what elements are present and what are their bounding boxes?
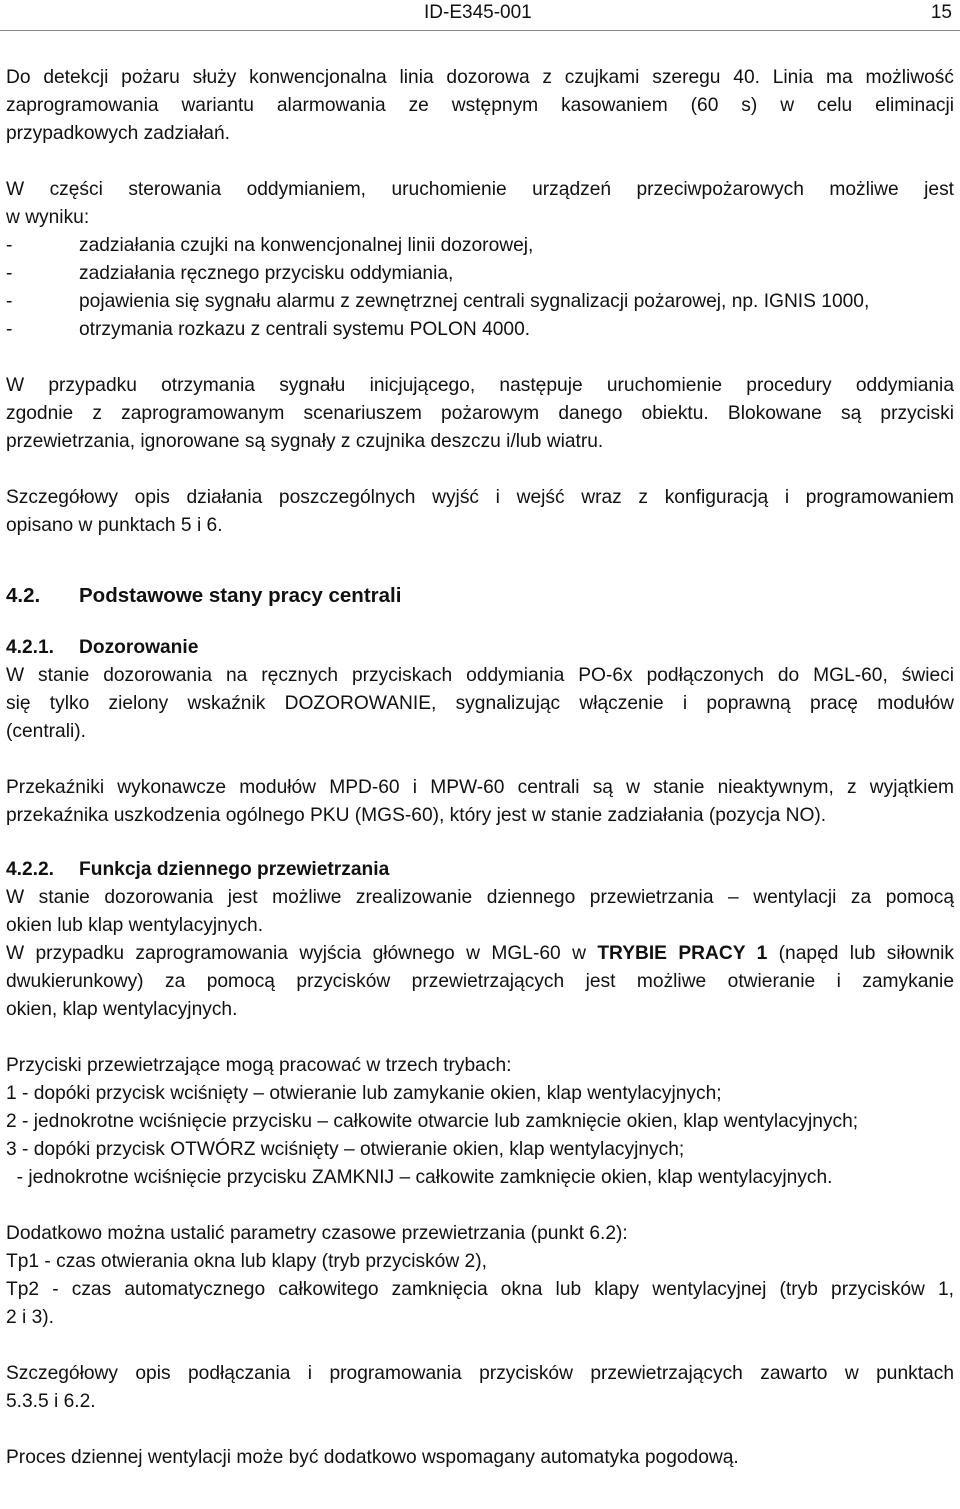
text-line: 3 - dopóki przycisk OTWÓRZ wciśnięty – otwieranie okien, klap wentylacyjnych; xyxy=(6,1139,685,1160)
text-line: opisano w punktach 5 i 6. xyxy=(6,515,223,536)
list-item xyxy=(6,260,954,288)
text-line: okien lub klap wentylacyjnych. xyxy=(6,915,264,936)
paragraph-daily-ventilation xyxy=(6,884,954,940)
text-line: Proces dziennej wentylacji może być dodatkowo wspomagany automatyka pogodową. xyxy=(6,1447,739,1468)
text-line: przewietrzania, ignorowane są sygnały z czujnika deszczu i/lub wiatru. xyxy=(6,431,604,452)
section-title: Funkcja dziennego przewietrzania xyxy=(79,859,390,880)
text-fragment: (napęd lub siłownik xyxy=(767,943,954,964)
text-line: przekaźnika uszkodzenia ogólnego PKU (MGS-60), który jest w stanie zadziałania (pozycja NO). xyxy=(6,805,827,826)
text-line: Szczegółowy opis podłączania i programowania przycisków przewietrzających zawarto w punktach xyxy=(6,1363,954,1384)
text-line: 1 - dopóki przycisk wciśnięty – otwieranie lub zamykanie okien, klap wentylacyjnych; xyxy=(6,1083,722,1104)
text-line: (centrali). xyxy=(6,721,86,742)
text-line: Tp2 - czas automatycznego całkowitego zamknięcia okna lub klapy wentylacyjnej (tryb przycisków 1, xyxy=(6,1279,954,1300)
document-body xyxy=(6,64,954,1472)
paragraph-supervision-state xyxy=(6,662,954,746)
section-number: 4.2.2. xyxy=(6,859,55,880)
section-title: Dozorowanie xyxy=(79,637,199,658)
paragraph-work-mode xyxy=(6,940,954,1024)
text-line: W przypadku otrzymania sygnału inicjującego, następuje uruchomienie procedury oddymiania xyxy=(6,375,954,396)
list-dash: - xyxy=(6,263,13,284)
document-id: ID-E345-001 xyxy=(424,2,532,23)
text-line: zgodnie z zaprogramowanym scenariuszem pożarowym danego obiektu. Blokowane są przyciski xyxy=(6,403,954,424)
list-dash: - xyxy=(6,291,13,312)
text-line: w wyniku: xyxy=(6,207,90,228)
section-heading-4-2-2 xyxy=(6,856,954,884)
text-line: zaprogramowania wariantu alarmowania ze wstępnym kasowaniem (60 s) w celu eliminacji xyxy=(6,95,954,116)
section-heading-4-2 xyxy=(6,582,954,610)
list-dash: - xyxy=(6,319,13,340)
list-item-text: zadziałania ręcznego przycisku oddymiania, xyxy=(79,263,454,284)
list-item-text: otrzymania rozkazu z centrali systemu POLON 4000. xyxy=(79,319,531,340)
text-line: Szczegółowy opis działania poszczególnych wyjść i wejść wraz z konfiguracją i programowaniem xyxy=(6,487,954,508)
bold-fragment: TRYBIE PRACY 1 xyxy=(597,943,768,964)
paragraph-detailed-description xyxy=(6,484,954,540)
list-item xyxy=(6,288,954,316)
page-header xyxy=(0,0,960,31)
text-fragment: W przypadku zaprogramowania wyjścia głównego w MGL-60 w xyxy=(6,943,598,964)
section-number: 4.2. xyxy=(6,584,41,607)
list-dash: - xyxy=(6,235,13,256)
paragraph-connection-description xyxy=(6,1360,954,1416)
text-line: 2 - jednokrotne wciśnięcie przycisku – całkowite otwarcie lub zamknięcie okien, klap wentylacyjnych; xyxy=(6,1111,859,1132)
text-line: się tylko zielony wskaźnik DOZOROWANIE, sygnalizując włączenie i poprawną pracę modułów xyxy=(6,693,954,714)
text-line: okien, klap wentylacyjnych. xyxy=(6,999,238,1020)
text-line: W stanie dozorowania jest możliwe zrealizowanie dziennego przewietrzania – wentylacji za pomocą xyxy=(6,887,954,908)
text-line: przypadkowych zadziałań. xyxy=(6,123,230,144)
paragraph-smoke-control xyxy=(6,176,954,232)
page-number: 15 xyxy=(930,2,952,23)
text-line: Dodatkowo można ustalić parametry czasowe przewietrzania (punkt 6.2): xyxy=(6,1223,628,1244)
list-item-text: pojawienia się sygnału alarmu z zewnętrznej centrali sygnalizacji pożarowej, np. IGNIS 1000, xyxy=(79,291,870,312)
section-heading-4-2-1 xyxy=(6,634,954,662)
text-line: W części sterowania oddymianiem, uruchomienie urządzeń przeciwpożarowych możliwe jest xyxy=(6,179,954,200)
text-line: W stanie dozorowania na ręcznych przyciskach oddymiania PO-6x podłączonych do MGL-60, świeci xyxy=(6,665,954,686)
paragraph-weather-automation xyxy=(6,1444,954,1472)
section-title: Podstawowe stany pracy centrali xyxy=(79,584,402,607)
paragraph-detection xyxy=(6,64,954,148)
text-line: 2 i 3). xyxy=(6,1307,54,1328)
text-line: Tp1 - czas otwierania okna lub klapy (tryb przycisków 2), xyxy=(6,1251,487,1272)
paragraph-relays xyxy=(6,774,954,830)
list-item xyxy=(6,232,954,260)
text-line: 5.3.5 i 6.2. xyxy=(6,1391,96,1412)
paragraph-time-parameters xyxy=(6,1220,954,1332)
text-line: - jednokrotne wciśnięcie przycisku ZAMKNIJ – całkowite zamknięcie okien, klap wentylacyjnych. xyxy=(6,1167,833,1188)
section-number: 4.2.1. xyxy=(6,637,55,658)
text-line: Do detekcji pożaru służy konwencjonalna linia dozorowa z czujkami szeregu 40. Linia ma możliwość xyxy=(6,67,954,88)
text-line xyxy=(6,940,954,968)
trigger-list xyxy=(6,232,954,344)
list-item xyxy=(6,316,954,344)
paragraph-button-modes xyxy=(6,1052,954,1192)
text-line: Przekaźniki wykonawcze modułów MPD-60 i MPW-60 centrali są w stanie nieaktywnym, z wyjątkiem xyxy=(6,777,954,798)
text-line: Przyciski przewietrzające mogą pracować w trzech trybach: xyxy=(6,1055,512,1076)
list-item-text: zadziałania czujki na konwencjonalnej linii dozorowej, xyxy=(79,235,534,256)
text-line: dwukierunkowy) za pomocą przycisków przewietrzających jest możliwe otwieranie i zamykanie xyxy=(6,971,954,992)
paragraph-initiating-signal xyxy=(6,372,954,456)
